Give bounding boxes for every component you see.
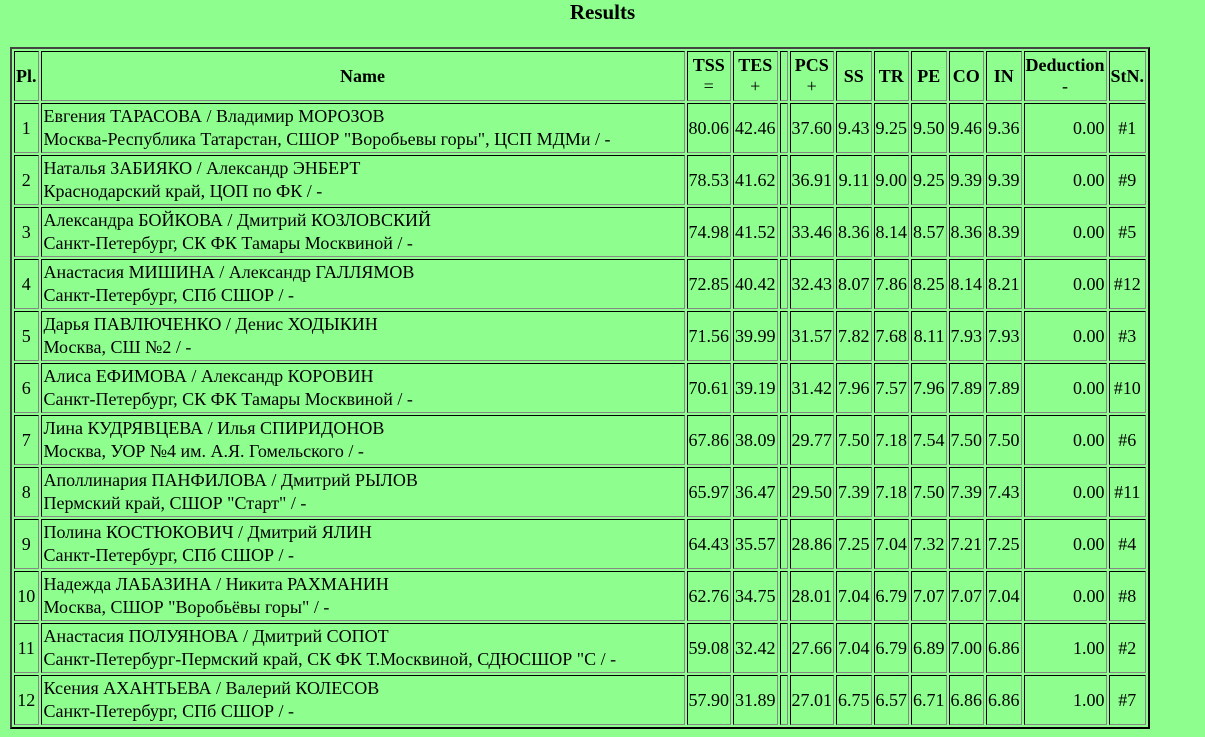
in-cell: 9.39 <box>986 155 1022 205</box>
pcs-cell: 29.50 <box>790 467 835 517</box>
tss-cell: 59.08 <box>687 623 732 673</box>
start-number-cell: #3 <box>1109 311 1147 361</box>
gap-cell <box>780 467 788 517</box>
col-header-deduction <box>1024 51 1107 101</box>
name-cell <box>41 363 685 413</box>
start-number-cell: #1 <box>1109 103 1147 153</box>
co-cell: 7.39 <box>949 467 985 517</box>
tr-cell: 7.86 <box>874 259 910 309</box>
table-row <box>14 207 1146 257</box>
in-cell: 7.93 <box>986 311 1022 361</box>
in-cell: 7.89 <box>986 363 1022 413</box>
name-cell <box>41 103 685 153</box>
pcs-cell: 33.46 <box>790 207 835 257</box>
co-cell: 7.89 <box>949 363 985 413</box>
place-cell: 10 <box>14 571 39 621</box>
name-cell <box>41 259 685 309</box>
start-number-cell: #8 <box>1109 571 1147 621</box>
name-cell <box>41 467 685 517</box>
in-cell: 6.86 <box>986 675 1022 725</box>
pcs-cell: 28.01 <box>790 571 835 621</box>
col-header-gap <box>780 51 788 101</box>
tes-cell: 38.09 <box>733 415 778 465</box>
pcs-cell: 29.77 <box>790 415 835 465</box>
place-cell: 12 <box>14 675 39 725</box>
ss-cell: 7.96 <box>836 363 872 413</box>
col-header-tes <box>733 51 778 101</box>
tr-cell: 9.25 <box>874 103 910 153</box>
tes-cell: 42.46 <box>733 103 778 153</box>
tss-cell: 72.85 <box>687 259 732 309</box>
name-cell <box>41 675 685 725</box>
ss-cell: 6.75 <box>836 675 872 725</box>
name-cell <box>41 415 685 465</box>
page-title: Results <box>569 0 636 24</box>
tss-sub: = <box>703 76 714 96</box>
start-number-cell: #6 <box>1109 415 1147 465</box>
deduction-cell: 1.00 <box>1024 623 1107 673</box>
start-number-cell: #9 <box>1109 155 1147 205</box>
start-number-cell: #2 <box>1109 623 1147 673</box>
club-text: Краснодарский край, ЦОП по ФК / - <box>43 181 323 201</box>
gap-cell <box>780 207 788 257</box>
tss-cell: 64.43 <box>687 519 732 569</box>
in-cell: 9.36 <box>986 103 1022 153</box>
pair-names: Дарья ПАВЛЮЧЕНКО / Денис ХОДЫКИН <box>43 314 378 334</box>
col-header-tr: TR <box>874 51 910 101</box>
table-row <box>14 311 1146 361</box>
pe-cell: 8.11 <box>911 311 947 361</box>
deduction-cell: 0.00 <box>1024 103 1107 153</box>
gap-cell <box>780 155 788 205</box>
ss-cell: 7.50 <box>836 415 872 465</box>
place-cell: 2 <box>14 155 39 205</box>
ss-cell: 7.04 <box>836 623 872 673</box>
tes-cell: 40.42 <box>733 259 778 309</box>
pcs-cell: 31.57 <box>790 311 835 361</box>
co-cell: 7.00 <box>949 623 985 673</box>
club-text: Санкт-Петербург-Пермский край, СК ФК Т.Москвиной, СДЮСШОР "С / - <box>43 649 617 669</box>
tes-cell: 41.62 <box>733 155 778 205</box>
tr-cell: 7.18 <box>874 415 910 465</box>
tr-cell: 8.14 <box>874 207 910 257</box>
col-header-co: CO <box>949 51 985 101</box>
table-row <box>14 415 1146 465</box>
place-cell: 11 <box>14 623 39 673</box>
table-row <box>14 623 1146 673</box>
gap-cell <box>780 571 788 621</box>
pcs-cell: 31.42 <box>790 363 835 413</box>
in-cell: 7.43 <box>986 467 1022 517</box>
pe-cell: 7.96 <box>911 363 947 413</box>
tss-cell: 57.90 <box>687 675 732 725</box>
tss-cell: 65.97 <box>687 467 732 517</box>
deduction-cell: 0.00 <box>1024 519 1107 569</box>
name-cell <box>41 519 685 569</box>
name-cell <box>41 311 685 361</box>
co-cell: 6.86 <box>949 675 985 725</box>
pair-names: Анастасия МИШИНА / Александр ГАЛЛЯМОВ <box>43 262 415 282</box>
pe-cell: 8.25 <box>911 259 947 309</box>
gap-cell <box>780 259 788 309</box>
pe-cell: 9.50 <box>911 103 947 153</box>
pair-names: Аполлинария ПАНФИЛОВА / Дмитрий РЫЛОВ <box>43 470 418 490</box>
tes-sub: + <box>750 76 761 96</box>
pe-cell: 9.25 <box>911 155 947 205</box>
pcs-cell: 36.91 <box>790 155 835 205</box>
name-cell <box>41 155 685 205</box>
in-cell: 8.21 <box>986 259 1022 309</box>
tes-cell: 34.75 <box>733 571 778 621</box>
gap-cell <box>780 675 788 725</box>
pair-names: Евгения ТАРАСОВА / Владимир МОРОЗОВ <box>43 106 385 126</box>
deduction-sub: - <box>1062 76 1068 96</box>
col-header-pe: PE <box>911 51 947 101</box>
pcs-cell: 37.60 <box>790 103 835 153</box>
club-text: Москва, СШОР "Воробьёвы горы" / - <box>43 597 330 617</box>
tes-cell: 32.42 <box>733 623 778 673</box>
results-table <box>10 47 1150 729</box>
start-number-cell: #7 <box>1109 675 1147 725</box>
tss-cell: 70.61 <box>687 363 732 413</box>
gap-cell <box>780 623 788 673</box>
start-number-cell: #12 <box>1109 259 1147 309</box>
tes-cell: 31.89 <box>733 675 778 725</box>
tes-cell: 36.47 <box>733 467 778 517</box>
tss-cell: 74.98 <box>687 207 732 257</box>
deduction-cell: 0.00 <box>1024 259 1107 309</box>
place-cell: 4 <box>14 259 39 309</box>
in-cell: 7.50 <box>986 415 1022 465</box>
pe-cell: 7.50 <box>911 467 947 517</box>
deduction-cell: 0.00 <box>1024 207 1107 257</box>
club-text: Санкт-Петербург, СПб СШОР / - <box>43 701 294 721</box>
table-row <box>14 467 1146 517</box>
club-text: Пермский край, СШОР "Старт" / - <box>43 493 307 513</box>
name-cell <box>41 207 685 257</box>
gap-cell <box>780 519 788 569</box>
tr-cell: 7.04 <box>874 519 910 569</box>
gap-cell <box>780 415 788 465</box>
tss-cell: 78.53 <box>687 155 732 205</box>
ss-cell: 7.82 <box>836 311 872 361</box>
ss-cell: 8.07 <box>836 259 872 309</box>
col-header-ss: SS <box>836 51 872 101</box>
tes-cell: 39.19 <box>733 363 778 413</box>
tr-cell: 6.57 <box>874 675 910 725</box>
deduction-cell: 0.00 <box>1024 415 1107 465</box>
pcs-label: PCS <box>794 55 829 75</box>
pair-names: Надежда ЛАБАЗИНА / Никита РАХМАНИН <box>43 574 389 594</box>
tss-cell: 62.76 <box>687 571 732 621</box>
pcs-cell: 32.43 <box>790 259 835 309</box>
start-number-cell: #5 <box>1109 207 1147 257</box>
col-header-in: IN <box>986 51 1022 101</box>
place-cell: 7 <box>14 415 39 465</box>
tr-cell: 6.79 <box>874 623 910 673</box>
tes-cell: 41.52 <box>733 207 778 257</box>
pair-names: Анастасия ПОЛУЯНОВА / Дмитрий СОПОТ <box>43 626 389 646</box>
start-number-cell: #4 <box>1109 519 1147 569</box>
pair-names: Полина КОСТЮКОВИЧ / Дмитрий ЯЛИН <box>43 522 372 542</box>
in-cell: 7.04 <box>986 571 1022 621</box>
club-text: Москва-Республика Татарстан, СШОР "Воробьевы горы", ЦСП МДМи / - <box>43 129 611 149</box>
deduction-cell: 0.00 <box>1024 155 1107 205</box>
tr-cell: 9.00 <box>874 155 910 205</box>
pcs-sub: + <box>806 76 817 96</box>
start-number-cell: #11 <box>1109 467 1147 517</box>
tr-cell: 7.68 <box>874 311 910 361</box>
pcs-cell: 27.01 <box>790 675 835 725</box>
tr-cell: 7.57 <box>874 363 910 413</box>
tss-cell: 80.06 <box>687 103 732 153</box>
pair-names: Алиса ЕФИМОВА / Александр КОРОВИН <box>43 366 374 386</box>
deduction-label: Deduction <box>1025 55 1105 75</box>
pe-cell: 7.32 <box>911 519 947 569</box>
tss-cell: 71.56 <box>687 311 732 361</box>
pair-names: Ксения АХАНТЬЕВА / Валерий КОЛЕСОВ <box>43 678 380 698</box>
pe-cell: 6.89 <box>911 623 947 673</box>
in-cell: 6.86 <box>986 623 1022 673</box>
table-row <box>14 571 1146 621</box>
co-cell: 9.46 <box>949 103 985 153</box>
pe-cell: 6.71 <box>911 675 947 725</box>
ss-cell: 7.39 <box>836 467 872 517</box>
gap-cell <box>780 103 788 153</box>
gap-cell <box>780 311 788 361</box>
start-number-cell: #10 <box>1109 363 1147 413</box>
table-row <box>14 519 1146 569</box>
club-text: Санкт-Петербург, СК ФК Тамары Москвиной / - <box>43 389 413 409</box>
club-text: Санкт-Петербург, СК ФК Тамары Москвиной / - <box>43 233 413 253</box>
pcs-cell: 28.86 <box>790 519 835 569</box>
pair-names: Лина КУДРЯВЦЕВА / Илья СПИРИДОНОВ <box>43 418 385 438</box>
ss-cell: 7.25 <box>836 519 872 569</box>
col-header-name: Name <box>41 51 685 101</box>
place-cell: 5 <box>14 311 39 361</box>
col-header-tss <box>687 51 732 101</box>
pair-names: Александра БОЙКОВА / Дмитрий КОЗЛОВСКИЙ <box>43 210 432 230</box>
name-cell <box>41 571 685 621</box>
tr-cell: 6.79 <box>874 571 910 621</box>
tes-label: TES <box>738 55 773 75</box>
tr-cell: 7.18 <box>874 467 910 517</box>
pair-names: Наталья ЗАБИЯКО / Александр ЭНБЕРТ <box>43 158 361 178</box>
in-cell: 8.39 <box>986 207 1022 257</box>
club-text: Санкт-Петербург, СПб СШОР / - <box>43 285 294 305</box>
co-cell: 9.39 <box>949 155 985 205</box>
club-text: Санкт-Петербург, СПб СШОР / - <box>43 545 294 565</box>
co-cell: 7.07 <box>949 571 985 621</box>
deduction-cell: 0.00 <box>1024 311 1107 361</box>
co-cell: 7.21 <box>949 519 985 569</box>
results-table-wrapper <box>10 47 1150 729</box>
ss-cell: 7.04 <box>836 571 872 621</box>
place-cell: 3 <box>14 207 39 257</box>
pe-cell: 7.54 <box>911 415 947 465</box>
in-cell: 7.25 <box>986 519 1022 569</box>
tes-cell: 39.99 <box>733 311 778 361</box>
co-cell: 7.50 <box>949 415 985 465</box>
col-header-pcs <box>790 51 835 101</box>
table-row <box>14 155 1146 205</box>
name-cell <box>41 623 685 673</box>
club-text: Москва, УОР №4 им. А.Я. Гомельского / - <box>43 441 364 461</box>
results-body <box>14 103 1146 725</box>
place-cell: 6 <box>14 363 39 413</box>
co-cell: 8.14 <box>949 259 985 309</box>
pe-cell: 7.07 <box>911 571 947 621</box>
deduction-cell: 0.00 <box>1024 467 1107 517</box>
ss-cell: 9.43 <box>836 103 872 153</box>
col-header-stn: StN. <box>1109 51 1147 101</box>
co-cell: 8.36 <box>949 207 985 257</box>
pcs-cell: 27.66 <box>790 623 835 673</box>
deduction-cell: 0.00 <box>1024 571 1107 621</box>
gap-cell <box>780 363 788 413</box>
table-row <box>14 363 1146 413</box>
place-cell: 1 <box>14 103 39 153</box>
header-row <box>14 51 1146 101</box>
club-text: Москва, СШ №2 / - <box>43 337 192 357</box>
table-row <box>14 675 1146 725</box>
ss-cell: 9.11 <box>836 155 872 205</box>
table-row <box>14 259 1146 309</box>
deduction-cell: 0.00 <box>1024 363 1107 413</box>
col-header-place: Pl. <box>14 51 39 101</box>
tss-label: TSS <box>692 55 725 75</box>
table-row <box>14 103 1146 153</box>
ss-cell: 8.36 <box>836 207 872 257</box>
co-cell: 7.93 <box>949 311 985 361</box>
deduction-cell: 1.00 <box>1024 675 1107 725</box>
tss-cell: 67.86 <box>687 415 732 465</box>
place-cell: 9 <box>14 519 39 569</box>
tes-cell: 35.57 <box>733 519 778 569</box>
place-cell: 8 <box>14 467 39 517</box>
pe-cell: 8.57 <box>911 207 947 257</box>
